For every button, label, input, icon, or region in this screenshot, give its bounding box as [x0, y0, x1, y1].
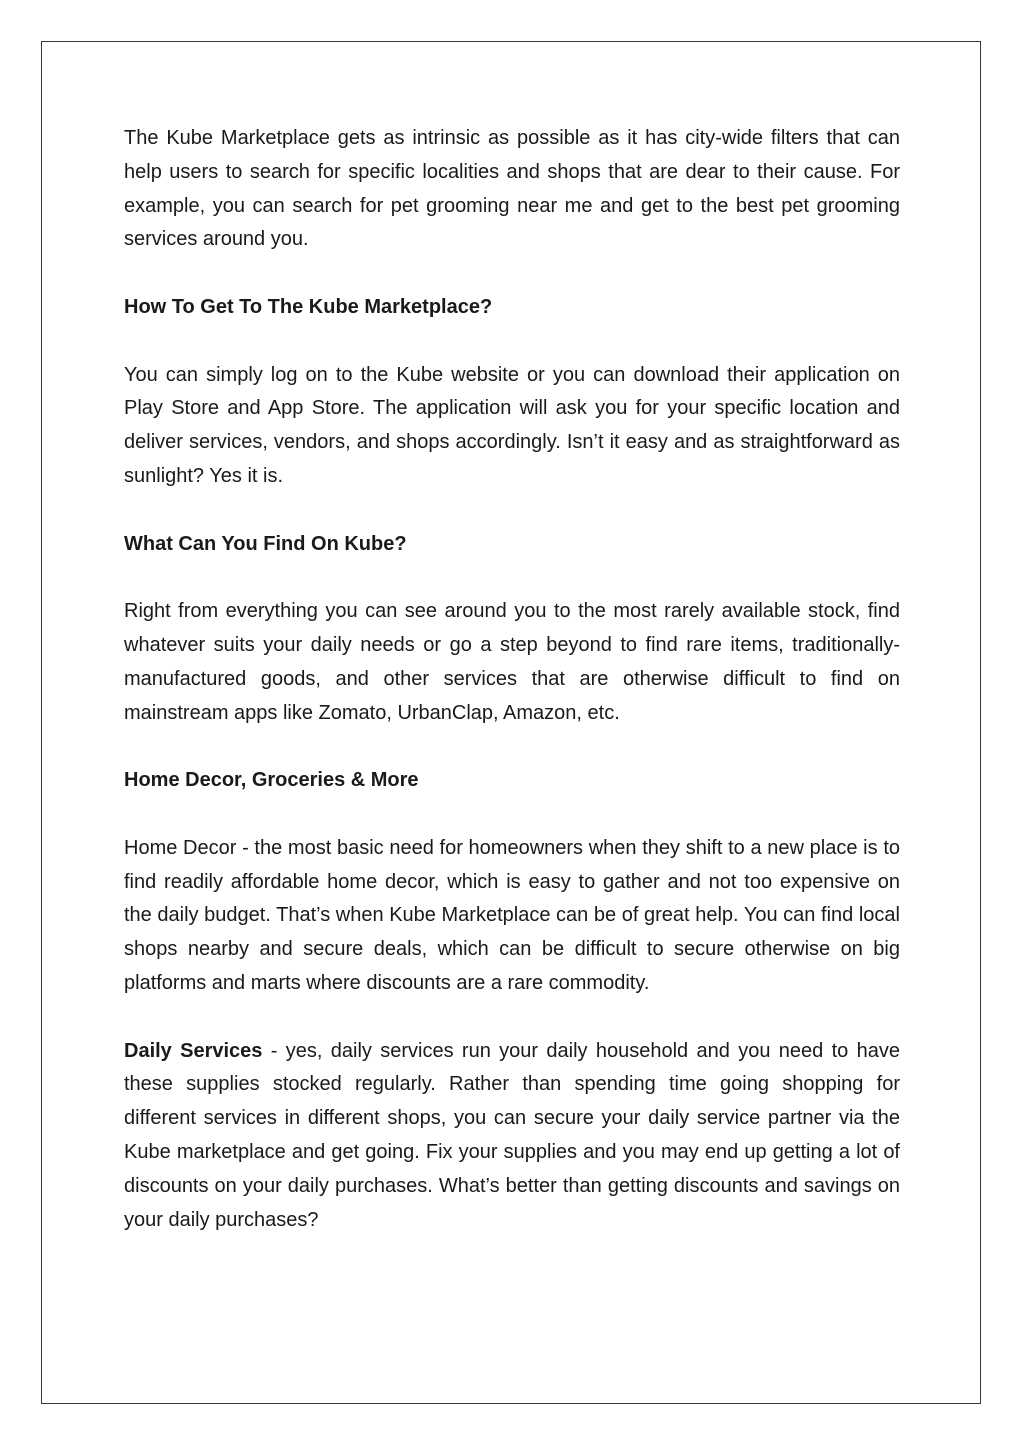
daily-services-text: - yes, daily services run your daily household and you need to have these supplies stocked regularly. Rather than spending time going shopping for different services in different shops, you can secure your daily service partner via the Kube marketplace and get going. Fix your supplies and you may end up getting a lot of discounts on your daily purchases. What’s better than getting discounts and savings on your daily purchases?: [124, 1039, 901, 1231]
spacer: [124, 257, 900, 291]
heading-what-can-you-find: What Can You Find On Kube?: [124, 532, 407, 555]
spacer: [124, 325, 900, 359]
paragraph-what-can-you-find: Right from everything you can see around you to the most rarely available stock, find whatever suits your daily needs or go a step beyond to find rare items, traditionally-manufactured goods, and other services that are otherwise difficult to find on mainstream apps like Zomato, UrbanClap, Amazon, etc.: [124, 600, 900, 724]
paragraph-daily-services: [124, 1035, 900, 1238]
heading-home-decor: Home Decor, Groceries & More: [124, 769, 419, 792]
spacer: [124, 561, 900, 595]
spacer: [124, 798, 900, 832]
spacer: [124, 1001, 900, 1035]
daily-services-label: Daily Services: [124, 1039, 263, 1062]
paragraph-how-to-get: You can simply log on to the Kube website or you can download their application on Play Store and App Store. The application will ask you for your specific location and deliver services, vendors, and shops accordingly. Isn’t it easy and as straightforward as sunlight? Yes it is.: [124, 363, 900, 487]
spacer: [124, 730, 900, 764]
intro-paragraph: The Kube Marketplace gets as intrinsic as possible as it has city-wide filters that can help users to search for specific localities and shops that are dear to their cause. For example, you can search for pet grooming near me and get to the best pet grooming services around you.: [124, 127, 900, 251]
spacer: [124, 494, 900, 528]
document-body: [124, 122, 900, 1237]
paragraph-home-decor: Home Decor - the most basic need for homeowners when they shift to a new place is to find readily affordable home decor, which is easy to gather and not too expensive on the daily budget. That’s when Kube Marketplace can be of great help. You can find local shops nearby and secure deals, which can be difficult to secure otherwise on big platforms and marts where discounts are a rare commodity.: [124, 836, 900, 994]
heading-how-to-get: How To Get To The Kube Marketplace?: [124, 295, 493, 318]
